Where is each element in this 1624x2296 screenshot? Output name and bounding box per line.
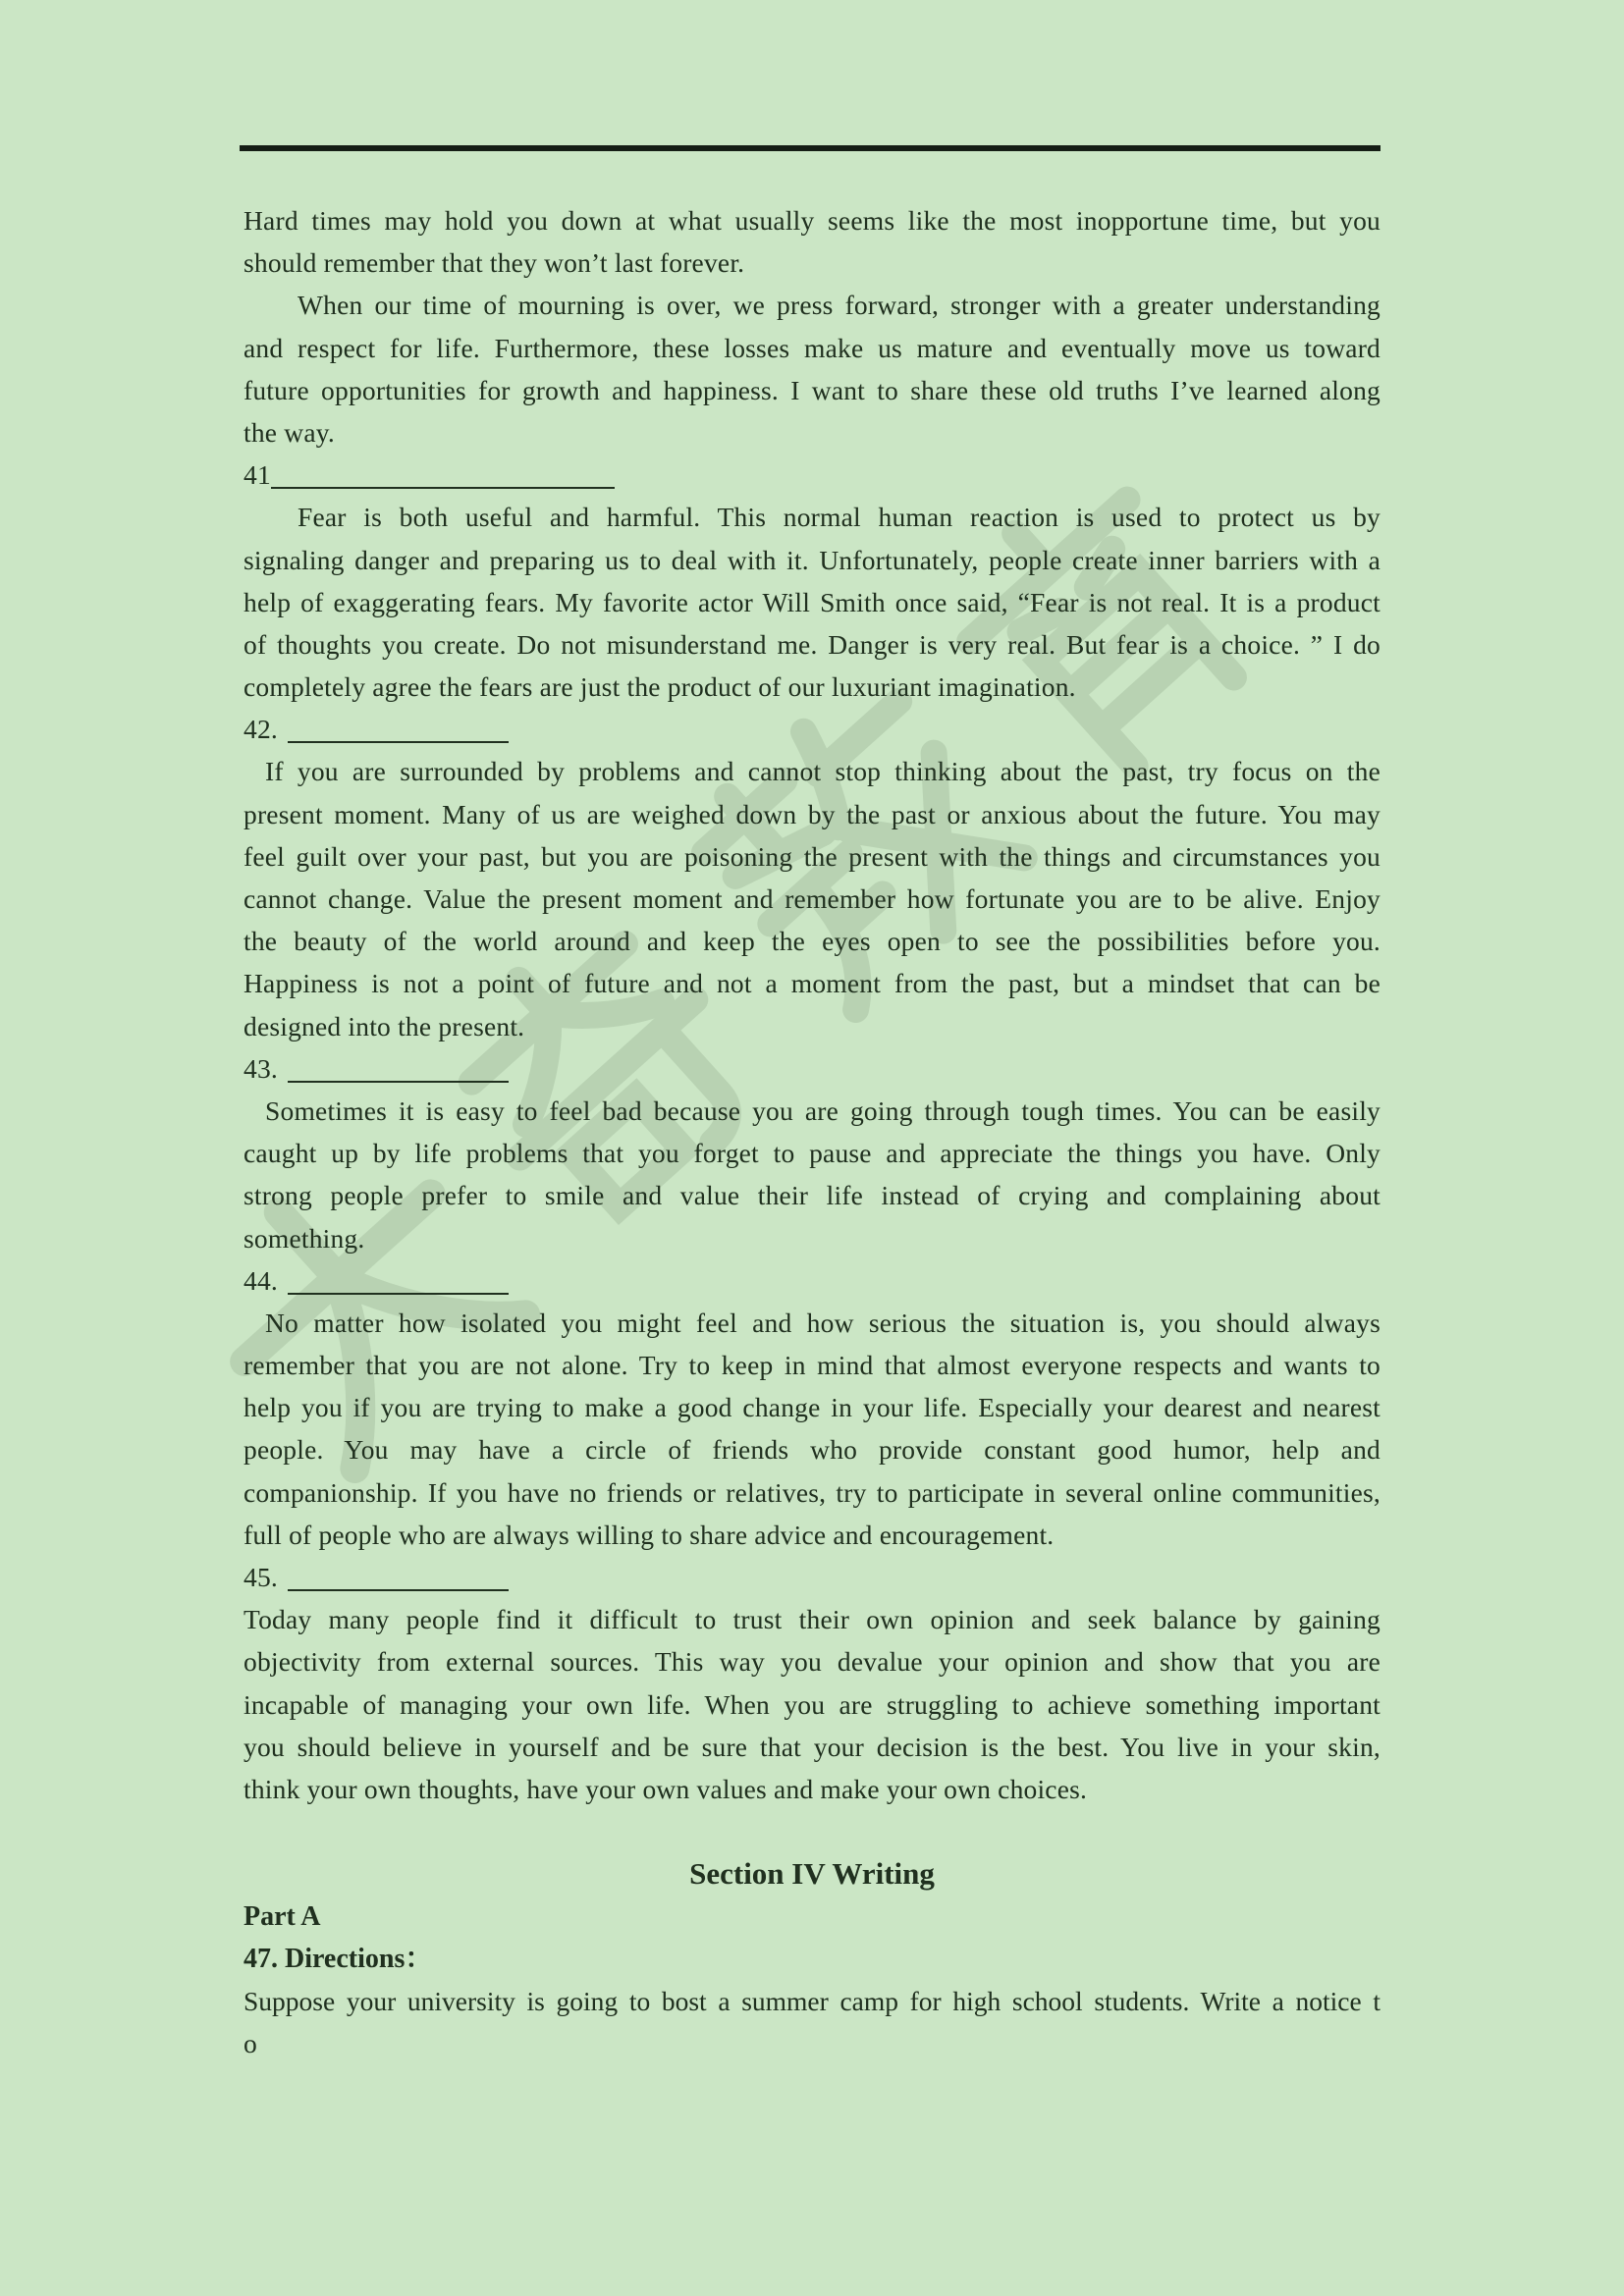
- part-label: Part A: [244, 1900, 321, 1932]
- body-line: [244, 1132, 1380, 1174]
- header-rule: [240, 145, 1380, 151]
- body-line: [244, 1386, 1380, 1428]
- body-line: [244, 1005, 1380, 1047]
- body-line: [244, 1344, 1380, 1386]
- body-line-text: full of people who are always willing to share advice and encouragement.: [244, 1519, 1055, 1550]
- body-line-text: think your own thoughts, have your own values and make your own choices.: [244, 1773, 1088, 1804]
- body-line-text: Happiness is not a point of future and not a moment from the past, but a mindset that can be: [244, 968, 1380, 999]
- body-line-text: something.: [244, 1222, 365, 1254]
- exam-text-column: [244, 199, 1380, 2064]
- question-number: 41: [244, 459, 271, 491]
- body-line-text: cannot change. Value the present moment and remember how fortunate you are to be alive. Enjoy: [244, 883, 1380, 914]
- directions-text-line-1: Suppose your university is going to bost a summer camp for high school students. Write a notice t: [244, 1985, 1380, 2016]
- body-line: [244, 539, 1380, 581]
- body-line: [244, 1514, 1380, 1556]
- section-heading: Section IV Writing: [689, 1856, 935, 1892]
- body-line: [244, 199, 1380, 241]
- body-line-text: of thoughts you create. Do not misunderstand me. Danger is very real. But fear is a choice. ” I do: [244, 628, 1380, 660]
- question-number: 43.: [244, 1052, 278, 1084]
- answer-blank-underline: [288, 1589, 509, 1591]
- body-line-text: signaling danger and preparing us to deal with it. Unfortunately, people create inner barriers with a: [244, 544, 1380, 575]
- body-line: [244, 454, 1380, 496]
- body-line: [244, 623, 1380, 666]
- body-line: [244, 1768, 1380, 1810]
- body-line: [244, 369, 1380, 411]
- body-line-text: people. You may have a circle of friends who provide constant good humor, help and: [244, 1434, 1380, 1466]
- body-line: [244, 708, 1380, 750]
- body-line: [244, 1556, 1380, 1598]
- body-line-text: If you are surrounded by problems and cannot stop thinking about the past, try focus on the: [265, 756, 1380, 787]
- body-line: [244, 1471, 1380, 1514]
- spacer-line: [244, 1810, 1380, 1852]
- question-number: 42.: [244, 714, 278, 745]
- body-lines: [244, 199, 1380, 1810]
- body-line-text: When our time of mourning is over, we press forward, stronger with a greater understanding: [298, 290, 1380, 321]
- body-line-text: should remember that they won’t last forever.: [244, 247, 745, 279]
- answer-blank-underline: [288, 1081, 509, 1083]
- body-line: [244, 1302, 1380, 1344]
- body-line: [244, 1683, 1380, 1726]
- body-line: [244, 835, 1380, 878]
- body-line-text: strong people prefer to smile and value their life instead of crying and complaining about: [244, 1180, 1380, 1211]
- body-line: [244, 1428, 1380, 1470]
- body-line: [244, 666, 1380, 708]
- body-line-text: Sometimes it is easy to feel bad because you are going through tough times. You can be easily: [265, 1095, 1380, 1126]
- body-line: [244, 878, 1380, 920]
- body-line: [244, 793, 1380, 835]
- body-line: [244, 284, 1380, 326]
- body-line: [244, 581, 1380, 623]
- body-line-text: help of exaggerating fears. My favorite actor Will Smith once said, “Fear is not real. It is a product: [244, 586, 1380, 617]
- body-line: [244, 1217, 1380, 1259]
- body-line: [244, 962, 1380, 1004]
- body-line: [244, 1047, 1380, 1090]
- body-line-text: Today many people find it difficult to trust their own opinion and seek balance by gaining: [244, 1604, 1380, 1635]
- answer-blank-underline: [288, 1293, 509, 1295]
- body-line-text: No matter how isolated you might feel and how serious the situation is, you should always: [265, 1307, 1380, 1338]
- body-line-text: completely agree the fears are just the product of our luxuriant imagination.: [244, 671, 1076, 703]
- body-line: [244, 750, 1380, 792]
- question-number: 44.: [244, 1264, 278, 1296]
- body-line-text: incapable of managing your own life. When you are struggling to achieve something important: [244, 1688, 1380, 1720]
- directions-text-line-2: o: [244, 2028, 257, 2059]
- body-line-text: the way.: [244, 416, 335, 448]
- body-line: [244, 327, 1380, 369]
- body-line: [244, 1640, 1380, 1682]
- body-line-text: caught up by life problems that you forget to pause and appreciate the things you have. Only: [244, 1138, 1380, 1169]
- answer-blank-underline: [288, 741, 509, 743]
- body-line: [244, 1090, 1380, 1132]
- body-line-text: objectivity from external sources. This way you devalue your opinion and show that you are: [244, 1646, 1380, 1678]
- body-line: [244, 1726, 1380, 1768]
- body-line-text: future opportunities for growth and happiness. I want to share these old truths I’ve learned along: [244, 374, 1380, 405]
- body-line-text: you should believe in yourself and be sure that your decision is the best. You live in your skin,: [244, 1731, 1380, 1762]
- directions-label: 47. Directions：: [244, 1943, 433, 1974]
- body-line-text: designed into the present.: [244, 1010, 525, 1041]
- body-line: [244, 1174, 1380, 1216]
- body-line-text: help you if you are trying to make a good change in your life. Especially your dearest and nearest: [244, 1392, 1380, 1423]
- body-line: [244, 241, 1380, 284]
- body-line-text: feel guilt over your past, but you are poisoning the present with the things and circumstances you: [244, 840, 1380, 872]
- body-line-text: the beauty of the world around and keep the eyes open to see the possibilities before you.: [244, 926, 1380, 957]
- body-line-text: present moment. Many of us are weighed down by the past or anxious about the future. You may: [244, 798, 1380, 829]
- body-line: [244, 920, 1380, 962]
- body-line: [244, 1259, 1380, 1302]
- body-line-text: companionship. If you have no friends or relatives, try to participate in several online communities,: [244, 1476, 1380, 1508]
- body-line-text: Hard times may hold you down at what usually seems like the most inopportune time, but you: [244, 205, 1380, 236]
- question-number: 45.: [244, 1562, 278, 1592]
- body-line-text: and respect for life. Furthermore, these losses make us mature and eventually move us toward: [244, 332, 1380, 363]
- body-line-text: remember that you are not alone. Try to keep in mind that almost everyone respects and wants to: [244, 1350, 1380, 1381]
- body-line: [244, 496, 1380, 538]
- body-line: [244, 1598, 1380, 1640]
- body-line: [244, 411, 1380, 454]
- answer-blank-underline: [271, 487, 615, 489]
- body-line-text: Fear is both useful and harmful. This normal human reaction is used to protect us by: [298, 502, 1380, 533]
